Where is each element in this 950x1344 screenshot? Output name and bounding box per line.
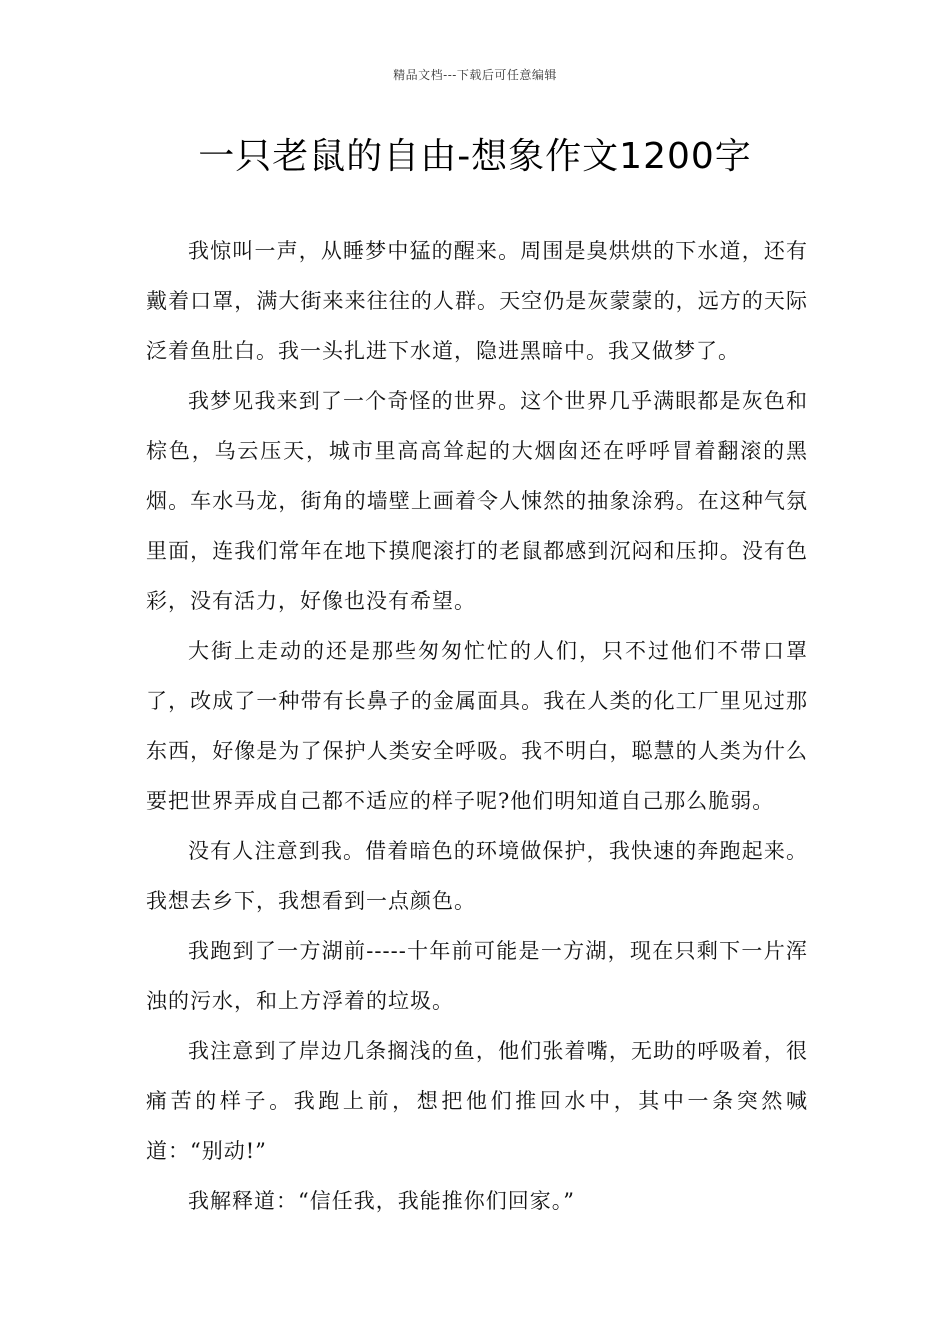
paragraph-6: 我注意到了岸边几条搁浅的鱼，他们张着嘴，无助的呼吸着，很痛苦的样子。我跑上前，想把他们推回水中，其中一条突然喊道：“别动!” (146, 1039, 808, 1163)
paragraph-7: 我解释道：“信任我，我能推你们回家。” (188, 1189, 575, 1213)
paragraph-1: 我惊叫一声，从睡梦中猛的醒来。周围是臭烘烘的下水道，还有戴着口罩，满大街来来往往的人群。天空仍是灰蒙蒙的，远方的天际泛着鱼肚白。我一头扎进下水道，隐进黑暗中。我又做梦了。 (146, 239, 808, 363)
paragraph-3: 大街上走动的还是那些匆匆忙忙的人们，只不过他们不带口罩了，改成了一种带有长鼻子的金属面具。我在人类的化工厂里见过那东西，好像是为了保护人类安全呼吸。我不明白，聪慧的人类为什么要把世界弄成自己都不适应的样子呢?他们明知道自己那么脆弱。 (146, 639, 808, 813)
paragraph-2: 我梦见我来到了一个奇怪的世界。这个世界几乎满眼都是灰色和棕色，乌云压天，城市里高高耸起的大烟囱还在呼呼冒着翻滚的黑烟。车水马龙，街角的墙壁上画着令人悚然的抽象涂鸦。在这种气氛里面，连我们常年在地下摸爬滚打的老鼠都感到沉闷和压抑。没有色彩，没有活力，好像也没有希望。 (146, 389, 808, 613)
document-title: 一只老鼠的自由-想象作文1200字 (198, 136, 752, 177)
paragraph-5: 我跑到了一方湖前-----十年前可能是一方湖，现在只剩下一片浑浊的污水，和上方浮着的垃圾。 (146, 939, 808, 1013)
header-note: 精品文档---下载后可任意编辑 (393, 68, 557, 82)
document-body (146, 226, 808, 1226)
paragraph-4: 没有人注意到我。借着暗色的环境做保护，我快速的奔跑起来。我想去乡下，我想看到一点颜色。 (146, 839, 808, 913)
